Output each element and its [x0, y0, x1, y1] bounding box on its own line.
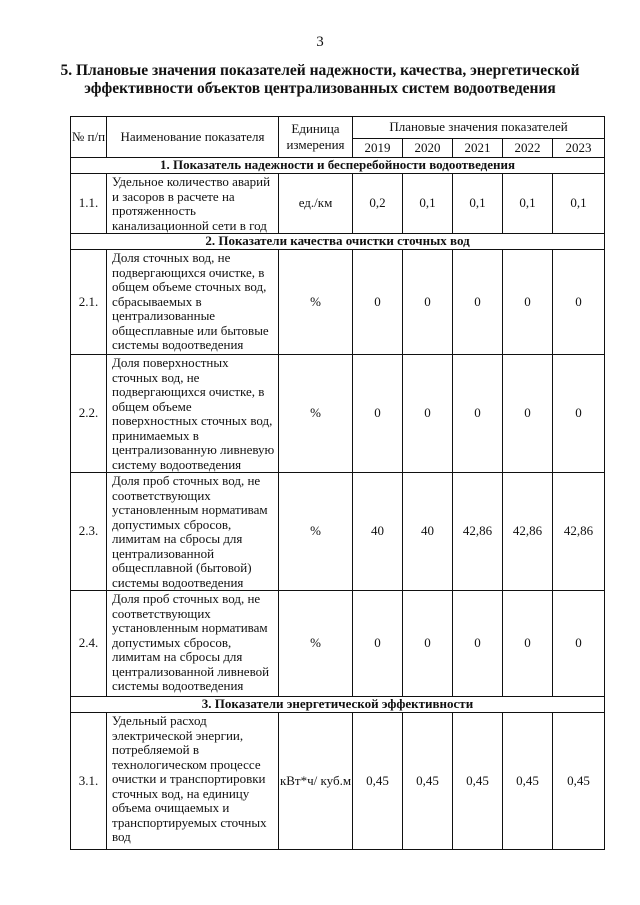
table-row	[71, 355, 605, 473]
row-value: 0	[403, 355, 453, 473]
section-title: 2. Показатели качества очистки сточных вод	[71, 234, 605, 250]
row-unit: ед./км	[279, 174, 353, 234]
page-number: 3	[316, 34, 324, 50]
header-name: Наименование показателя	[107, 117, 279, 158]
row-num: 2.2.	[71, 355, 107, 473]
header-year: 2021	[453, 139, 503, 158]
row-value: 0	[503, 591, 553, 697]
row-num: 3.1.	[71, 713, 107, 850]
row-value: 0,1	[403, 174, 453, 234]
row-value: 0	[403, 591, 453, 697]
table-row	[71, 174, 605, 234]
row-value: 0,2	[353, 174, 403, 234]
row-value: 0	[553, 355, 605, 473]
section-title: 1. Показатель надежности и бесперебойности водоотведения	[71, 158, 605, 174]
row-value: 0	[503, 355, 553, 473]
row-value: 0	[353, 591, 403, 697]
indicators-table	[70, 116, 605, 850]
row-name: Доля проб сточных вод, не соответствующих установленным нормативам допустимых сбросов, лимитам на сбросы для централизованной ливневой системы водоотведения	[107, 591, 279, 697]
row-num: 2.4.	[71, 591, 107, 697]
table-row	[71, 713, 605, 850]
row-unit: %	[279, 355, 353, 473]
section-title: 3. Показатели энергетической эффективности	[71, 697, 605, 713]
header-year: 2022	[503, 139, 553, 158]
row-name: Удельное количество аварий и засоров в расчете на протяженность канализационной сети в год	[107, 174, 279, 234]
row-value: 0	[503, 250, 553, 355]
row-value: 42,86	[553, 473, 605, 591]
row-unit: кВт*ч/ куб.м	[279, 713, 353, 850]
row-value: 0,45	[503, 713, 553, 850]
table-row	[71, 250, 605, 355]
row-value: 0	[553, 250, 605, 355]
section-row	[71, 158, 605, 174]
row-name: Доля сточных вод, не подвергающихся очистке, в общем объеме сточных вод, сбрасываемых в централизованные общесплавные или бытовые системы водоотведения	[107, 250, 279, 355]
row-value: 42,86	[503, 473, 553, 591]
row-name: Удельный расход электрической энергии, потребляемой в технологическом процессе очистки и транспортировки сточных вод, на единицу объема очищаемых и транспортируемых сточных вод	[107, 713, 279, 850]
section-row	[71, 697, 605, 713]
row-unit: %	[279, 250, 353, 355]
row-name: Доля проб сточных вод, не соответствующих установленным нормативам допустимых сбросов, лимитам на сбросы для централизованной общесплавной (бытовой) системы водоотведения	[107, 473, 279, 591]
row-value: 42,86	[453, 473, 503, 591]
section-row	[71, 234, 605, 250]
row-value: 0,1	[503, 174, 553, 234]
row-value: 40	[403, 473, 453, 591]
row-unit: %	[279, 591, 353, 697]
header-planned: Плановые значения показателей	[353, 117, 605, 139]
row-value: 0	[453, 591, 503, 697]
title-line-1: 5. Плановые значения показателей надежности, качества, энергетической	[60, 62, 580, 79]
row-num: 2.1.	[71, 250, 107, 355]
row-value: 0,45	[353, 713, 403, 850]
row-value: 0	[353, 355, 403, 473]
row-name: Доля поверхностных сточных вод, не подвергающихся очистке, в общем объеме поверхностных сточных вод, принимаемых в централизованную ливневую систему водоотведения	[107, 355, 279, 473]
title-line-2: эффективности объектов централизованных систем водоотведения	[84, 80, 556, 97]
row-value: 0	[553, 591, 605, 697]
row-num: 2.3.	[71, 473, 107, 591]
document-title	[40, 62, 600, 98]
row-value: 0,45	[403, 713, 453, 850]
row-value: 0,1	[553, 174, 605, 234]
row-value: 0	[353, 250, 403, 355]
table-row	[71, 473, 605, 591]
row-num: 1.1.	[71, 174, 107, 234]
header-year: 2023	[553, 139, 605, 158]
row-value: 0	[453, 355, 503, 473]
row-value: 0,45	[553, 713, 605, 850]
row-value: 0	[453, 250, 503, 355]
header-year: 2019	[353, 139, 403, 158]
header-unit: Единица измерения	[279, 117, 353, 158]
table-row	[71, 591, 605, 697]
row-value: 0,1	[453, 174, 503, 234]
header-num: № п/п	[71, 117, 107, 158]
row-unit: %	[279, 473, 353, 591]
header-year: 2020	[403, 139, 453, 158]
row-value: 0	[403, 250, 453, 355]
row-value: 40	[353, 473, 403, 591]
row-value: 0,45	[453, 713, 503, 850]
